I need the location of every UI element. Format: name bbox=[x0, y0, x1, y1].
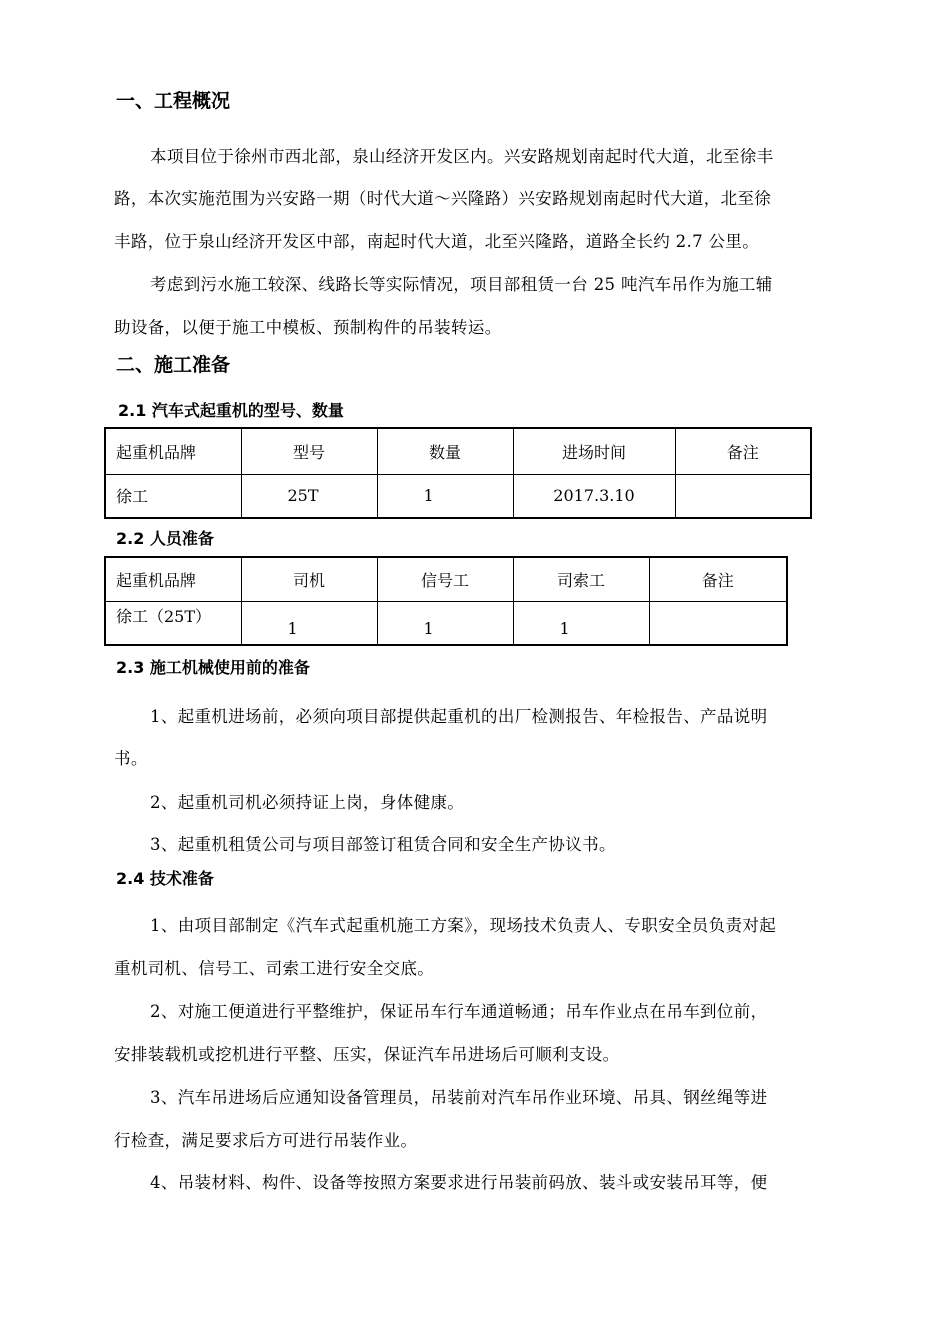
list-item: 行检查，满足要求后方可进行吊装作业。 bbox=[114, 1131, 418, 1150]
section-1-heading: 一、工程概况 bbox=[116, 90, 231, 112]
list-item: 1、由项目部制定《汽车式起重机施工方案》，现场技术负责人、专职安全员负责对起 bbox=[150, 916, 777, 935]
table-row bbox=[105, 474, 811, 518]
table-cell: 2017.3.10 bbox=[513, 474, 675, 518]
table-header-row bbox=[105, 557, 787, 601]
paragraph-2-line-2: 助设备，以便于施工中模板、预制构件的吊装转运。 bbox=[114, 318, 502, 337]
table-header-cell: 备注 bbox=[675, 428, 811, 474]
table-cell: 徐工 bbox=[105, 474, 241, 518]
table-cell: 1 bbox=[513, 601, 649, 645]
table-cell bbox=[649, 601, 787, 645]
paragraph-1-line-3: 丰路，位于泉山经济开发区中部，南起时代大道，北至兴隆路，道路全长约 2.7 公里。 bbox=[114, 232, 760, 251]
table-cell: 1 bbox=[377, 474, 513, 518]
subsection-2-2-heading: 2.2 人员准备 bbox=[116, 529, 214, 548]
list-item: 2、对施工便道进行平整维护，保证吊车行车通道畅通；吊车作业点在吊车到位前， bbox=[150, 1002, 768, 1021]
subsection-2-4-heading: 2.4 技术准备 bbox=[116, 869, 214, 888]
paragraph-1-line-2: 路，本次实施范围为兴安路一期（时代大道～兴隆路）兴安路规划南起时代大道，北至徐 bbox=[114, 189, 772, 208]
table-cell bbox=[675, 474, 811, 518]
table-header-cell: 起重机品牌 bbox=[105, 557, 241, 601]
table-header-cell: 进场时间 bbox=[513, 428, 675, 474]
paragraph-2-line-1: 考虑到污水施工较深、线路长等实际情况，项目部租赁一台 25 吨汽车吊作为施工辅 bbox=[150, 275, 773, 294]
table-cell: 25T bbox=[241, 474, 377, 518]
table-header-row bbox=[105, 428, 811, 474]
list-item: 2、起重机司机必须持证上岗，身体健康。 bbox=[150, 793, 465, 812]
personnel-table bbox=[104, 556, 788, 646]
table-row bbox=[105, 601, 787, 645]
list-item: 3、汽车吊进场后应通知设备管理员，吊装前对汽车吊作业环境、吊具、钢丝绳等进 bbox=[150, 1088, 768, 1107]
table-header-cell: 数量 bbox=[377, 428, 513, 474]
subsection-2-1-heading: 2.1 汽车式起重机的型号、数量 bbox=[118, 401, 344, 420]
list-item: 4、吊装材料、构件、设备等按照方案要求进行吊装前码放、装斗或安装吊耳等，便 bbox=[150, 1173, 768, 1192]
subsection-2-3-heading: 2.3 施工机械使用前的准备 bbox=[116, 658, 310, 677]
table-header-cell: 信号工 bbox=[377, 557, 513, 601]
table-header-cell: 起重机品牌 bbox=[105, 428, 241, 474]
list-item: 1、起重机进场前，必须向项目部提供起重机的出厂检测报告、年检报告、产品说明 bbox=[150, 707, 768, 726]
table-header-cell: 司机 bbox=[241, 557, 377, 601]
table-cell: 1 bbox=[377, 601, 513, 645]
list-item: 安排装载机或挖机进行平整、压实，保证汽车吊进场后可顺利支设。 bbox=[114, 1045, 620, 1064]
paragraph-1-line-1: 本项目位于徐州市西北部，泉山经济开发区内。兴安路规划南起时代大道，北至徐丰 bbox=[150, 147, 774, 166]
crane-model-table bbox=[104, 427, 812, 519]
table-header-cell: 型号 bbox=[241, 428, 377, 474]
section-2-heading: 二、施工准备 bbox=[116, 354, 231, 376]
table-header-cell: 司索工 bbox=[513, 557, 649, 601]
list-item: 书。 bbox=[114, 749, 148, 768]
table-cell: 徐工（25T） bbox=[105, 601, 241, 645]
list-item: 3、起重机租赁公司与项目部签订租赁合同和安全生产协议书。 bbox=[150, 835, 616, 854]
table-header-cell: 备注 bbox=[649, 557, 787, 601]
table-cell: 1 bbox=[241, 601, 377, 645]
list-item: 重机司机、信号工、司索工进行安全交底。 bbox=[114, 959, 435, 978]
